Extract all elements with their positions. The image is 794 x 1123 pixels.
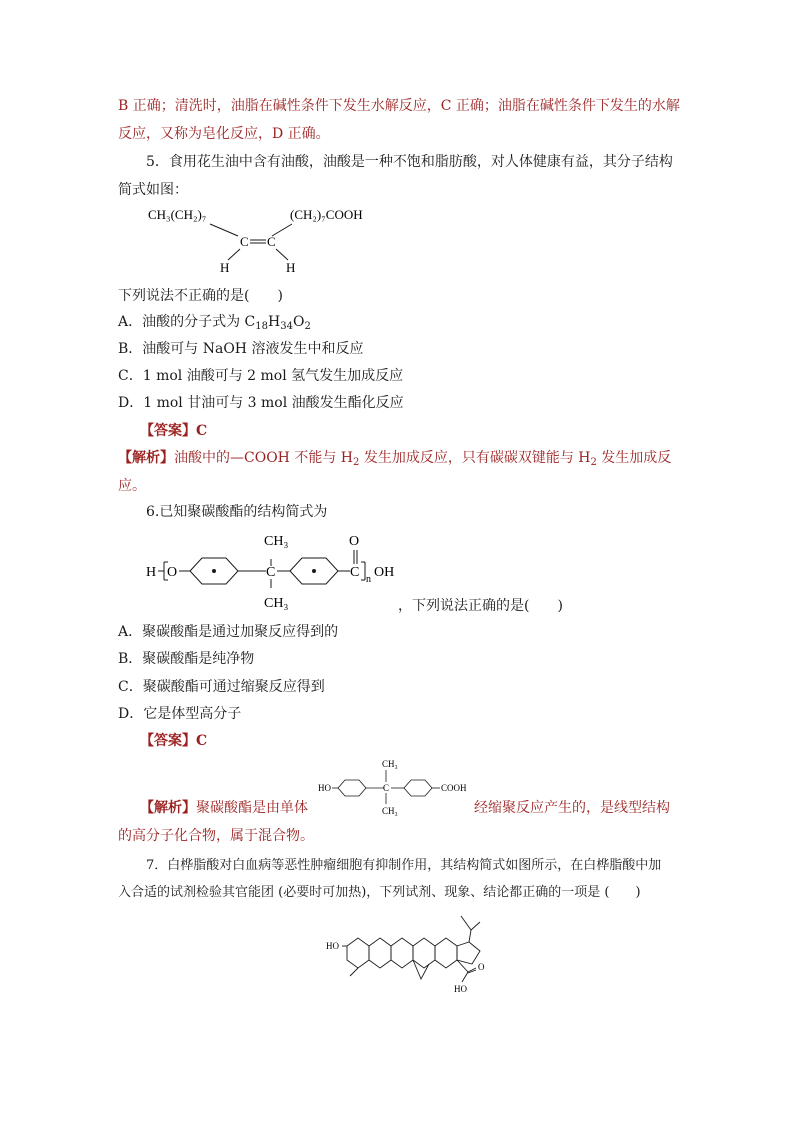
q5-option-d: D．1 mol 甘油可与 3 mol 油酸发生酯化反应 [118,395,404,411]
mono-ho: HO [318,783,331,793]
q6-option-d: D．它是体型高分子 [118,706,242,722]
q5-option-b: B．油酸可与 NaOH 溶液发生中和反应 [118,341,364,357]
q5-question: 下列说法不正确的是( ) [118,288,283,304]
polycarbonate-structure [140,528,420,614]
oleic-c1: C [240,234,249,249]
mono-c: C [383,783,390,793]
pc-c: C [266,565,276,580]
oleic-h2: H [286,260,296,275]
q6-analysis-line-2: 的高分子化合物，属于混合物。 [118,828,314,844]
betulinic-o: O [478,962,485,972]
q5-option-c: C．1 mol 油酸可与 2 mol 氢气发生加成反应 [118,368,404,384]
intro-line-2: 反应，又称为皂化反应，D 正确。 [118,126,330,142]
q6-question: ，下列说法正确的是( ) [398,598,563,614]
pc-h: H [146,565,157,580]
oleic-acid-structure [140,200,400,280]
betulinic-ho-acid: HO [454,984,467,994]
q5-analysis: 【解析】油酸中的—COOH 不能与 $H_2$ 发生加成反应，只有碳碳双键能与 $H_2$ 发生加成反 [118,450,672,468]
q5-analysis-line-2: 应。 [118,478,146,494]
pc-carbonyl-c: C [350,565,360,580]
q5-answer: 【答案】C [140,423,208,439]
mono-ch3-bottom: CH₃ [382,806,398,816]
mono-ch3-top: CH₃ [382,759,398,769]
oleic-left-group: CH₃(CH₂)₇ [148,207,207,222]
pc-oh: OH [374,565,395,580]
oleic-right-group: (CH₂)₇COOH [290,207,363,222]
intro-line-1: B 正确；清洗时，油脂在碱性条件下发生水解反应，C 正确；油脂在碱性条件下发生的水解 [118,98,680,114]
mono-cooh: COOH [441,783,467,793]
q6-analysis-tail: 经缩聚反应产生的，是线型结构 [474,800,670,816]
q6-stem: 6.已知聚碳酸酯的结构简式为 [146,504,328,520]
oleic-h1: H [220,260,230,275]
q5-stem-line-2: 简式如图： [118,182,188,198]
q7-stem-line-1: 7．白桦脂酸对白血病等恶性肿瘤细胞有抑制作用，其结构简式如图所示，在白桦脂酸中加 [146,858,662,873]
q6-analysis: 【解析】聚碳酸酯是由单体 [140,800,308,816]
q6-option-b: B．聚碳酸酯是纯净物 [118,651,255,667]
pc-ch3-top: CH₃ [264,534,289,549]
betulinic-ho: HO [326,941,339,951]
bisphenol-monomer-structure [316,756,480,818]
q6-option-a: A．聚碳酸酯是通过加聚反应得到的 [118,624,339,640]
q5-stem-line-1: 5．食用花生油中含有油酸，油酸是一种不饱和脂肪酸，对人体健康有益，其分子结构 [146,154,673,170]
oleic-c2: C [267,234,276,249]
betulinic-acid-structure [322,904,518,1000]
pc-n: n [366,574,371,585]
q5-option-a: A．油酸的分子式为 $C_{18}H_{34}O_2$ [118,314,311,332]
q6-option-c: C．聚碳酸酯可通过缩聚反应得到 [118,679,325,695]
q7-stem-line-2: 入合适的试剂检验其官能团 (必要时可加热)，下列试剂、现象、结论都正确的一项是 ( ) [118,885,641,900]
pc-ch3-bottom: CH₃ [264,596,289,611]
pc-carbonyl-o: O [349,534,360,549]
q6-answer: 【答案】C [140,733,208,749]
pc-o: O [167,565,178,580]
